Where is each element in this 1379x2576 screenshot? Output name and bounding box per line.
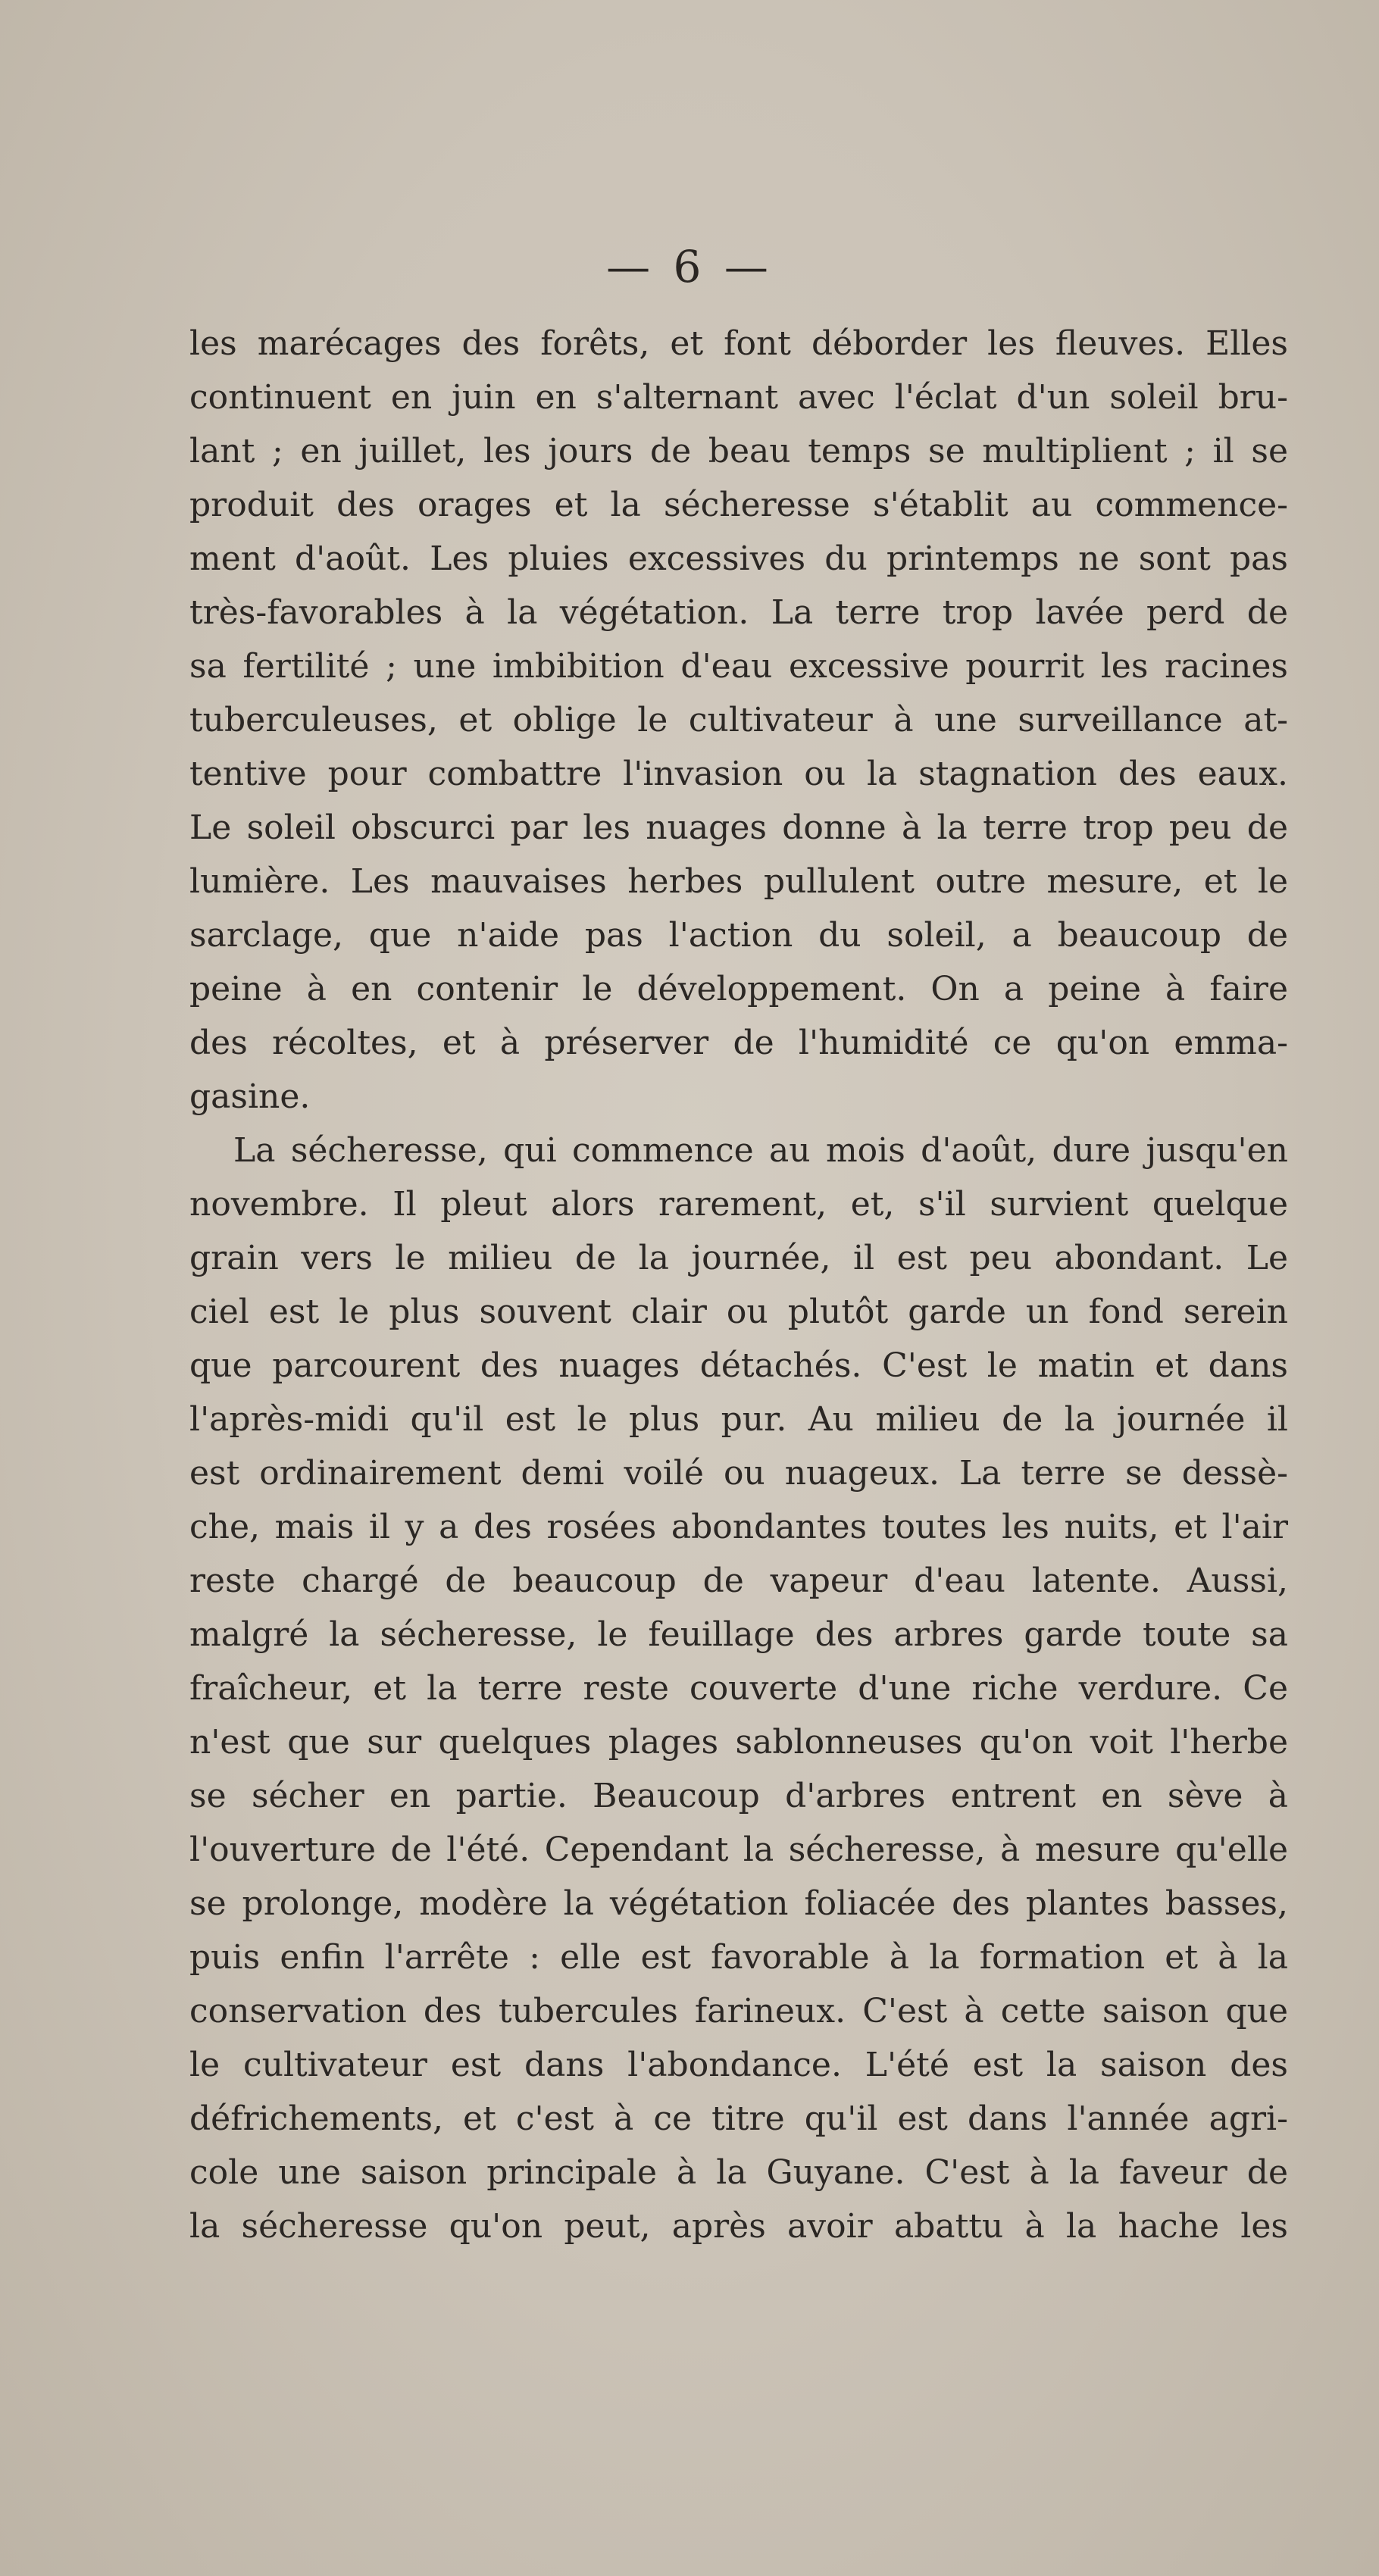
text-line: novembre. Il pleut alors rarement, et, s'il survient quelque	[189, 1185, 1288, 1224]
text-line: les marécages des forêts, et font déborder les fleuves. Elles	[189, 324, 1288, 363]
text-line: sarclage, que n'aide pas l'action du soleil, a beaucoup de	[189, 916, 1288, 955]
text-line: n'est que sur quelques plages sablonneuses qu'on voit l'herbe	[189, 1723, 1288, 1762]
text-line: cole une saison principale à la Guyane. C'est à la faveur de	[189, 2153, 1288, 2192]
text-line: che, mais il y a des rosées abondantes toutes les nuits, et l'air	[189, 1508, 1288, 1546]
body-text	[189, 317, 1288, 2253]
text-line: se sécher en partie. Beaucoup d'arbres entrent en sève à	[189, 1777, 1288, 1815]
text-line: le cultivateur est dans l'abondance. L'été est la saison des	[189, 2046, 1288, 2084]
text-line: peine à en contenir le développement. On a peine à faire	[189, 970, 1288, 1008]
text-line: La sécheresse, qui commence au mois d'août, dure jusqu'en	[233, 1131, 1288, 1170]
text-line: ment d'août. Les pluies excessives du printemps ne sont pas	[189, 539, 1288, 578]
text-line: ciel est le plus souvent clair ou plutôt garde un fond serein	[189, 1293, 1288, 1331]
text-line: très-favorables à la végétation. La terre trop lavée perd de	[189, 593, 1288, 632]
text-line: que parcourent des nuages détachés. C'est le matin et dans	[189, 1346, 1288, 1385]
text-line: fraîcheur, et la terre reste couverte d'une riche verdure. Ce	[189, 1669, 1288, 1708]
text-line: l'après-midi qu'il est le plus pur. Au milieu de la journée il	[189, 1400, 1288, 1439]
text-line: puis enfin l'arrête : elle est favorable à la formation et à la	[189, 1938, 1288, 1977]
text-line: reste chargé de beaucoup de vapeur d'eau latente. Aussi,	[189, 1562, 1288, 1600]
text-line: l'ouverture de l'été. Cependant la sécheresse, à mesure qu'elle	[189, 1830, 1288, 1869]
text-line: se prolonge, modère la végétation foliacée des plantes basses,	[189, 1884, 1288, 1923]
text-line: produit des orages et la sécheresse s'établit au commence-	[189, 486, 1288, 524]
text-line: Le soleil obscurci par les nuages donne à la terre trop peu de	[189, 808, 1288, 847]
text-line: est ordinairement demi voilé ou nuageux. La terre se dessè-	[189, 1454, 1288, 1493]
text-line: la sécheresse qu'on peut, après avoir abattu à la hache les	[189, 2207, 1288, 2246]
text-line: lumière. Les mauvaises herbes pullulent outre mesure, et le	[189, 862, 1288, 901]
text-line: continuent en juin en s'alternant avec l'éclat d'un soleil bru-	[189, 378, 1288, 417]
text-line: lant ; en juillet, les jours de beau temps se multiplient ; il se	[189, 432, 1288, 470]
text-line: conservation des tubercules farineux. C'est à cette saison que	[189, 1992, 1288, 2030]
text-line: malgré la sécheresse, le feuillage des arbres garde toute sa	[189, 1615, 1288, 1654]
text-line: sa fertilité ; une imbibition d'eau excessive pourrit les racines	[189, 647, 1288, 686]
text-line: défrichements, et c'est à ce titre qu'il est dans l'année agri-	[189, 2099, 1288, 2138]
text-line: gasine.	[189, 1077, 311, 1116]
text-line: tentive pour combattre l'invasion ou la stagnation des eaux.	[189, 755, 1288, 793]
text-line: grain vers le milieu de la journée, il est peu abondant. Le	[189, 1239, 1288, 1277]
text-line: tuberculeuses, et oblige le cultivateur à une surveillance at-	[189, 701, 1288, 739]
text-line: des récoltes, et à préserver de l'humidité ce qu'on emma-	[189, 1024, 1288, 1062]
page-number: — 6 —	[606, 241, 773, 292]
